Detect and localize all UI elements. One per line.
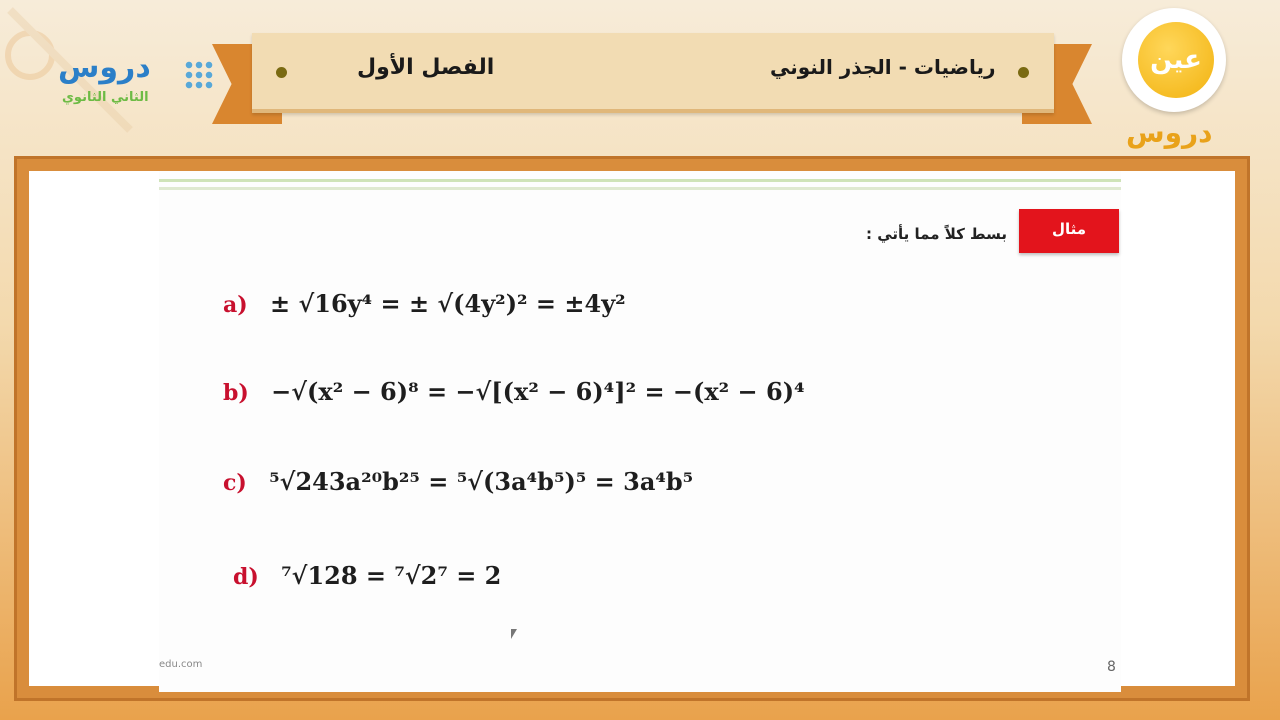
example-badge: مثال	[1019, 209, 1119, 253]
problem-b	[223, 377, 805, 406]
header-ribbon	[212, 30, 1092, 126]
ribbon-dot-right	[1018, 67, 1029, 78]
ribbon-body	[252, 33, 1054, 113]
problem-a-label: a)	[223, 292, 248, 318]
durus-logo-left	[58, 50, 228, 120]
problem-b-expression: −√(x² − 6)⁸ = −√[(x² − 6)⁴]² = −(x² − 6)⁴	[271, 377, 805, 406]
footer-logo: edu.com	[159, 659, 203, 670]
slide-top-line-2	[159, 187, 1121, 190]
slide-top-line	[159, 179, 1121, 182]
ein-logo-right	[1120, 8, 1230, 148]
problem-d	[233, 561, 501, 590]
math-slide	[159, 171, 1121, 692]
instruction-text: بسط كلاً مما يأتي :	[865, 225, 1007, 243]
mouse-cursor-icon	[511, 629, 517, 639]
chapter-title: الفصل الأول	[357, 55, 495, 80]
logo-right-inner: عين	[1138, 22, 1214, 98]
problem-b-label: b)	[223, 380, 249, 406]
problem-c	[223, 467, 693, 496]
dots-grid-icon	[184, 60, 214, 90]
logo-left-title: دروس	[58, 50, 151, 85]
page-number: 8	[1107, 659, 1116, 675]
ribbon-dot-left	[276, 67, 287, 78]
presentation-board	[14, 156, 1250, 701]
problem-d-expression: ⁷√128 = ⁷√2⁷ = 2	[281, 561, 502, 590]
lesson-title: رياضيات - الجذر النوني	[770, 55, 996, 79]
problem-d-label: d)	[233, 564, 259, 590]
problem-a-expression: ± √16y⁴ = ± √(4y²)² = ±4y²	[270, 289, 626, 318]
logo-circle	[1122, 8, 1226, 112]
problem-a	[223, 289, 626, 318]
problem-c-label: c)	[223, 470, 247, 496]
board-surface	[29, 171, 1235, 686]
logo-right-caption: دروس	[1126, 116, 1213, 149]
logo-left-subtitle: الثاني الثانوي	[62, 90, 149, 105]
problem-c-expression: ⁵√243a²⁰b²⁵ = ⁵√(3a⁴b⁵)⁵ = 3a⁴b⁵	[269, 467, 694, 496]
